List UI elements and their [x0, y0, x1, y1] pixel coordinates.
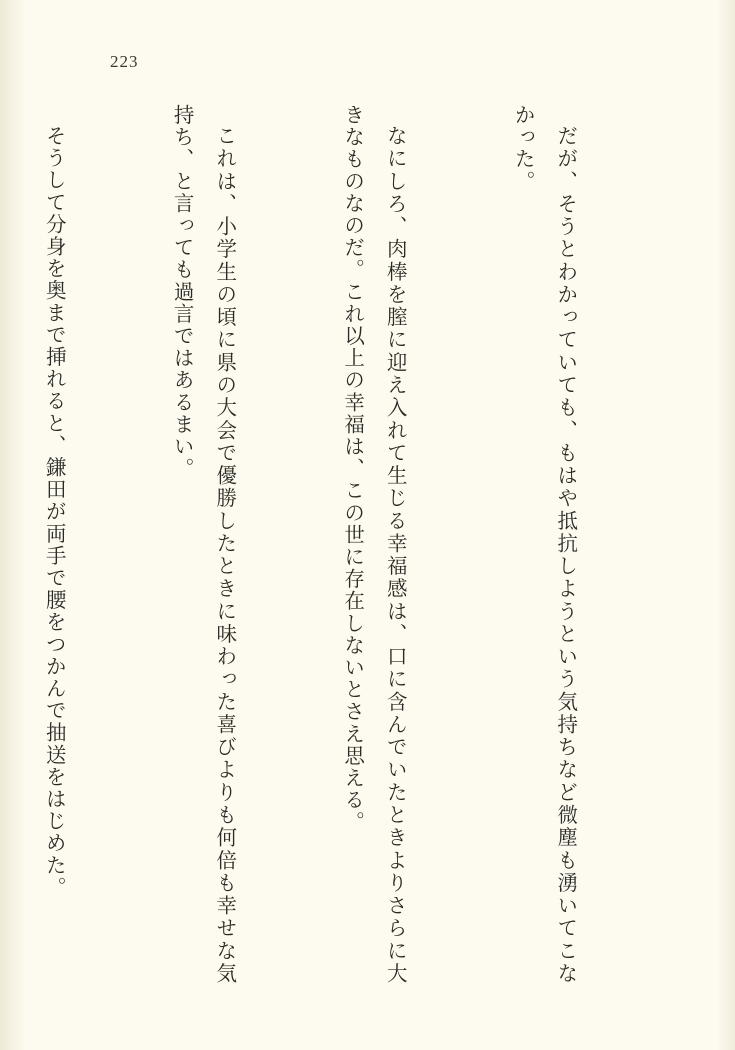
- paragraph: だが、そうとわかっていても、もはや抵抗しようという気持ちなど微塵も湧いてこなかった。: [511, 104, 576, 984]
- paragraph: なにしろ、肉棒を膣に迎え入れて生じる幸福感は、口に含んでいたときよりさらに大きなものなのだ。これ以上の幸福は、この世に存在しないとさえ思える。: [340, 104, 406, 984]
- paragraph: そうして分身を奥まで挿れると、鎌田が両手で腰をつかんで抽送をはじめた。: [42, 124, 65, 898]
- page-body-text: [42, 104, 671, 984]
- page-number: 223: [110, 52, 139, 71]
- paragraph: これは、小学生の頃に県の大会で優勝したときに味わった喜びよりも何倍も幸せな気持ち、と言っても過言ではあるまい。: [170, 104, 235, 984]
